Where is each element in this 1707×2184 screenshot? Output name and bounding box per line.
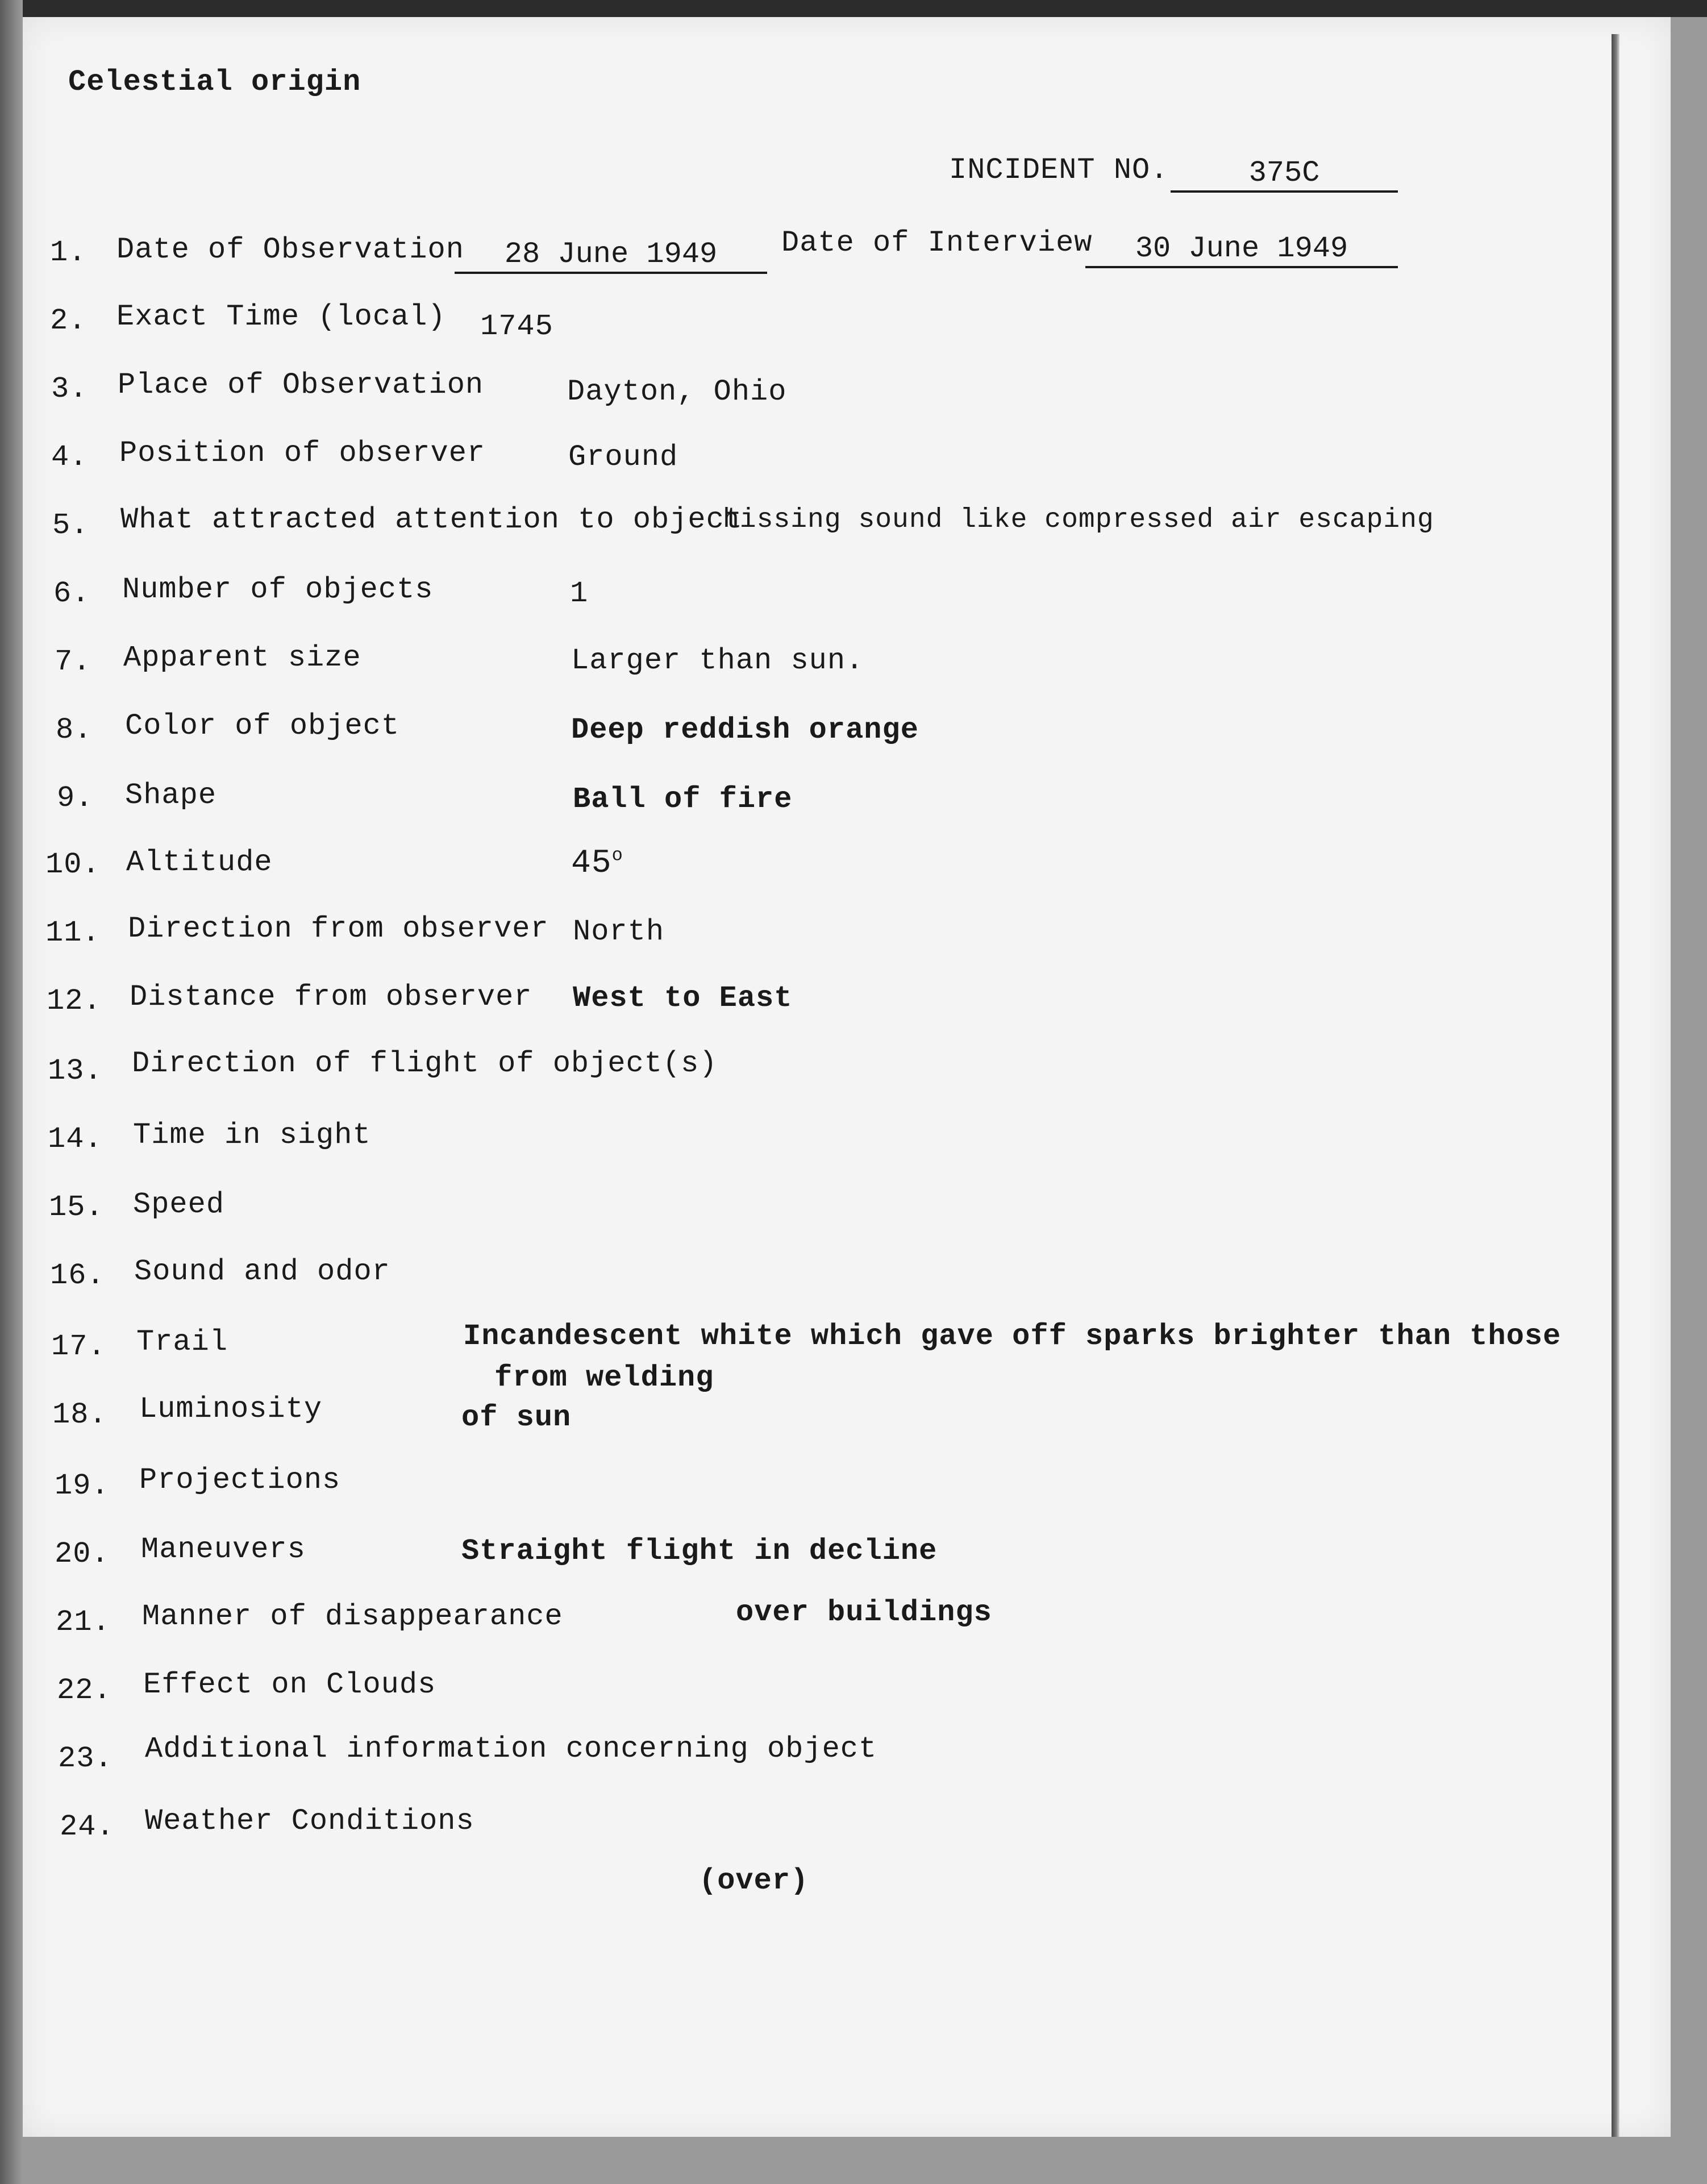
field-1-number: 1.	[50, 236, 87, 269]
interview-label: Date of Interview	[781, 226, 1093, 260]
field-13-number: 13.	[48, 1054, 103, 1088]
field-7-number: 7.	[55, 645, 91, 679]
degree-sign: o	[611, 845, 623, 866]
incident-label: INCIDENT NO.	[949, 153, 1169, 187]
incident-number: 375C	[1171, 156, 1398, 193]
field-12-label: Distance from observer	[130, 980, 532, 1014]
category-label: Celestial origin	[68, 65, 361, 99]
field-7-label: Apparent size	[123, 641, 361, 675]
field-16-label: Sound and odor	[134, 1255, 390, 1288]
field-20-value: Straight flight in decline	[461, 1534, 938, 1568]
field-4-number: 4.	[51, 440, 88, 474]
field-10-number: 10.	[45, 848, 101, 881]
field-21-value: over buildings	[736, 1596, 992, 1629]
scan-top-border	[0, 0, 1707, 17]
field-20-label: Maneuvers	[141, 1533, 306, 1566]
field-14-number: 14.	[48, 1122, 103, 1156]
field-10-value	[571, 847, 623, 881]
field-6-value: 1	[570, 577, 589, 610]
field-3-value: Dayton, Ohio	[567, 375, 787, 409]
field-2-value: 1745	[480, 310, 553, 343]
field-21-label: Manner of disappearance	[142, 1600, 563, 1633]
field-18-label: Luminosity	[139, 1392, 323, 1426]
field-5-number: 5.	[52, 509, 89, 542]
field-14-label: Time in sight	[133, 1118, 371, 1152]
field-24-label: Weather Conditions	[145, 1804, 474, 1838]
field-20-number: 20.	[55, 1537, 110, 1571]
field-9-label: Shape	[125, 779, 217, 812]
field-17-value-continued: from welding	[494, 1361, 714, 1395]
field-8-label: Color of object	[125, 709, 400, 743]
field-16-number: 16.	[50, 1259, 105, 1292]
field-2-label: Exact Time (local)	[116, 300, 446, 334]
field-11-value: North	[573, 915, 665, 949]
over-note: (over)	[699, 1864, 809, 1898]
field-17-number: 17.	[51, 1330, 106, 1363]
field-1-label: Date of Observation	[116, 233, 464, 267]
scan-right-rule	[1612, 34, 1619, 2137]
field-1-value: 28 June 1949	[455, 238, 767, 274]
field-4-value: Ground	[568, 440, 678, 474]
field-22-label: Effect on Clouds	[143, 1668, 436, 1702]
field-11-number: 11.	[45, 916, 101, 950]
field-10-value-text: 45	[571, 845, 612, 882]
field-7-value: Larger than sun.	[571, 644, 864, 677]
field-3-number: 3.	[51, 372, 88, 406]
scan-left-shadow	[0, 0, 23, 2184]
field-19-label: Projections	[139, 1463, 341, 1497]
field-2-number: 2.	[50, 304, 87, 338]
field-17-value: Incandescent white which gave off sparks brighter than those	[463, 1320, 1562, 1353]
field-12-number: 12.	[47, 984, 102, 1018]
field-17-label: Trail	[136, 1325, 228, 1359]
field-18-number: 18.	[52, 1398, 107, 1432]
field-6-label: Number of objects	[122, 573, 434, 606]
field-15-label: Speed	[133, 1188, 225, 1221]
field-12-value: West to East	[573, 981, 793, 1015]
field-15-number: 15.	[49, 1191, 104, 1224]
field-24-number: 24.	[60, 1810, 115, 1844]
field-21-number: 21.	[56, 1605, 111, 1639]
field-9-number: 9.	[57, 781, 94, 815]
field-4-label: Position of observer	[119, 436, 486, 470]
field-3-label: Place of Observation	[118, 368, 484, 402]
field-5-value: hissing sound like compressed air escaping	[723, 505, 1434, 535]
field-23-number: 23.	[58, 1742, 113, 1775]
field-13-label: Direction of flight of object(s)	[132, 1047, 718, 1080]
field-23-label: Additional information concerning object	[145, 1732, 877, 1766]
field-19-number: 19.	[55, 1469, 110, 1503]
field-10-label: Altitude	[126, 846, 273, 879]
field-6-number: 6.	[53, 577, 90, 610]
field-18-value: of sun	[461, 1401, 572, 1434]
field-5-label: What attracted attention to object	[120, 503, 743, 536]
field-8-value: Deep reddish orange	[571, 713, 919, 747]
field-22-number: 22.	[57, 1674, 112, 1707]
interview-value: 30 June 1949	[1085, 232, 1398, 268]
field-11-label: Direction from observer	[128, 912, 549, 946]
field-9-value: Ball of fire	[573, 783, 793, 816]
field-8-number: 8.	[56, 713, 93, 747]
